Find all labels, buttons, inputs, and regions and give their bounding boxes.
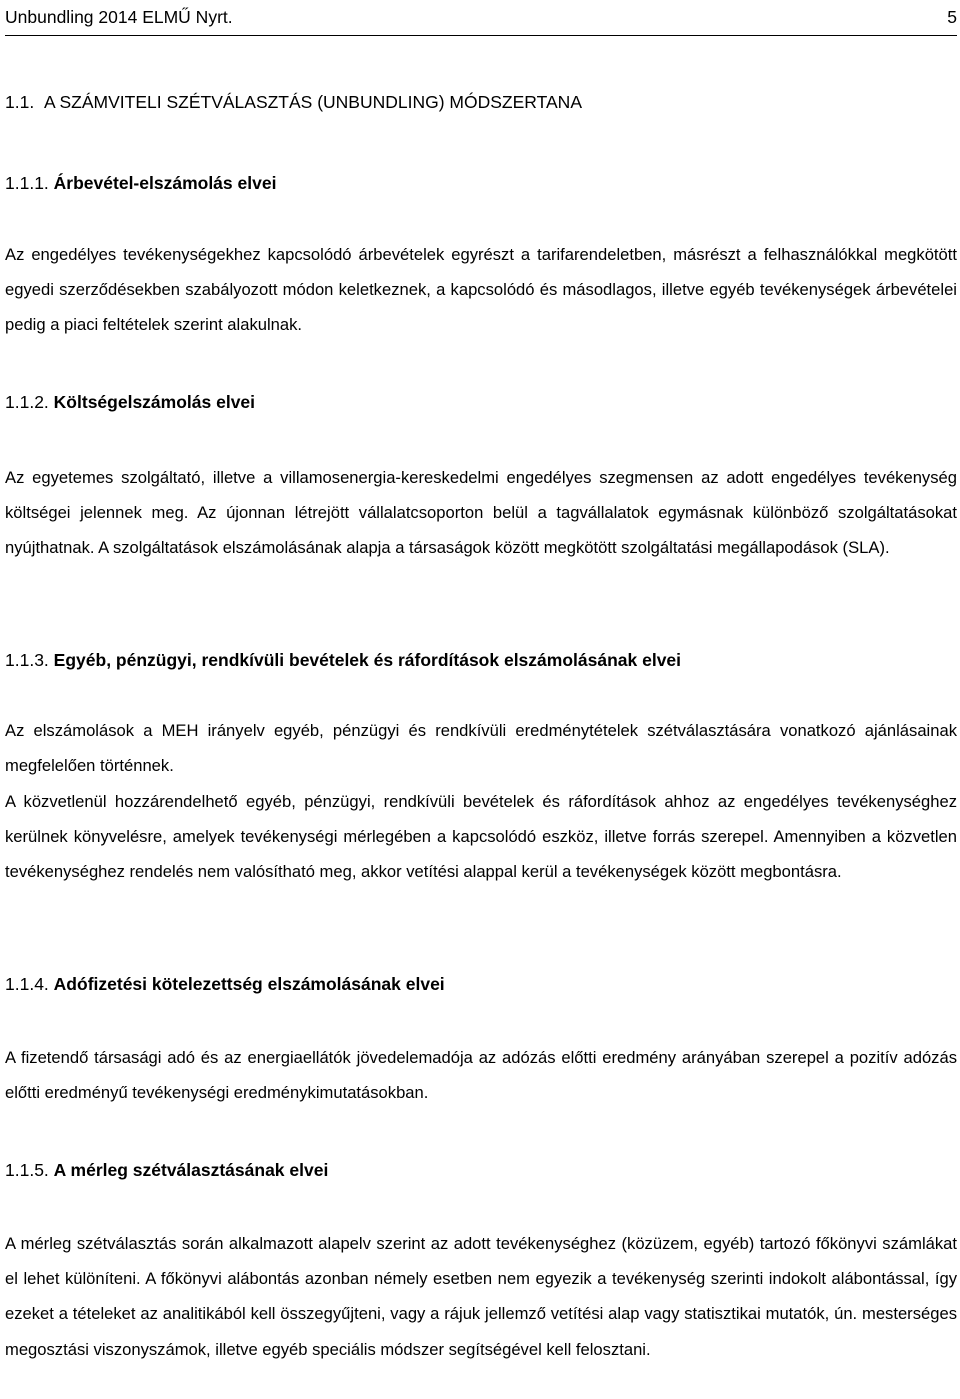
subsection-number: 1.1.4. bbox=[5, 974, 49, 994]
paragraph: Az egyetemes szolgáltató, illetve a villamosenergia-kereskedelmi engedélyes szegmensen az adott engedélyes tevékenység költségei jelennek meg. Az újonnan létrejött vállalatcsoporton belül a tagvállalatok egymásnak különböző szolgáltatásokat nyújthatnak. A szolgáltatások elszámolásának alapja a társaságok között megkötött szolgáltatási megállapodások (SLA). bbox=[5, 468, 957, 557]
paragraph: A fizetendő társasági adó és az energiaellátók jövedelemadója az adózás előtti eredmény arányában szerepel a pozitív adózás előtti eredményű tevékenységi eredménykimutatásokban. bbox=[5, 1048, 957, 1103]
subsection-title: Adófizetési kötelezettség elszámolásának elvei bbox=[53, 974, 445, 994]
subsection-heading bbox=[5, 389, 255, 415]
subsection-heading bbox=[5, 647, 681, 673]
paragraph: A közvetlenül hozzárendelhető egyéb, pénzügyi, rendkívüli bevételek és ráfordítások ahhoz az engedélyes tevékenységhez kerülnek könyvelésre, amelyek tevékenységi mérlegében a kapcsolódó eszköz, illetve forrás szerepel. Amennyiben a közvetlen tevékenységhez rendelés nem valósítható meg, akkor vetítési alappal kerül a tevékenységek között megbontásra. bbox=[5, 792, 957, 882]
subsection-number: 1.1.5. bbox=[5, 1160, 49, 1180]
subsection-number: 1.1.2. bbox=[5, 392, 49, 412]
paragraph: Az elszámolások a MEH irányelv egyéb, pénzügyi és rendkívüli eredménytételek szétválasztására vonatkozó ajánlásainak megfelelően történnek. bbox=[5, 721, 957, 776]
paragraph: A mérleg szétválasztás során alkalmazott alapelv szerint az adott tevékenységhez (közüzem, egyéb) tartozó főkönyvi számlákat el lehet különíteni. A főkönyvi alábontás azonban némely esetben nem egyezik a tevékenység szerinti indokolt alábontással, így ezeket a tételeket az analitikából kell összegyűjteni, vagy a rájuk jellemző vetítési alap vagy statisztikai mutatók, ún. mesterséges megosztási viszonyszámok, illetve egyéb speciális módszer segítségével kell felosztani. bbox=[5, 1234, 957, 1359]
page-number: 5 bbox=[947, 7, 957, 27]
section-heading bbox=[5, 89, 582, 115]
running-header bbox=[5, 0, 957, 36]
subsection-title: A mérleg szétválasztásának elvei bbox=[53, 1160, 329, 1180]
subsection-heading bbox=[5, 1157, 328, 1183]
subsection-number: 1.1.1. bbox=[5, 173, 49, 193]
subsection-title: Költségelszámolás elvei bbox=[53, 392, 256, 412]
subsection-number: 1.1.3. bbox=[5, 650, 49, 670]
header-title: Unbundling 2014 ELMŰ Nyrt. bbox=[5, 7, 233, 27]
subsection-title: Egyéb, pénzügyi, rendkívüli bevételek és ráfordítások elszámolásának elvei bbox=[53, 650, 682, 670]
subsection-heading bbox=[5, 170, 276, 196]
section-title: A SZÁMVITELI SZÉTVÁLASZTÁS (UNBUNDLING) MÓDSZERTANA bbox=[43, 92, 582, 112]
subsection-heading bbox=[5, 971, 445, 997]
section-number: 1.1. bbox=[5, 92, 35, 112]
paragraph: Az engedélyes tevékenységekhez kapcsolódó árbevételek egyrészt a tarifarendeletben, másrészt a felhasználókkal megkötött egyedi szerződésekben szabályozott módon keletkeznek, a kapcsolódó és másodlagos, illetve egyéb tevékenységek árbevételei pedig a piaci feltételek szerint alakulnak. bbox=[5, 245, 957, 334]
document-page bbox=[5, 0, 957, 1359]
subsection-title: Árbevétel-elszámolás elvei bbox=[53, 173, 277, 193]
